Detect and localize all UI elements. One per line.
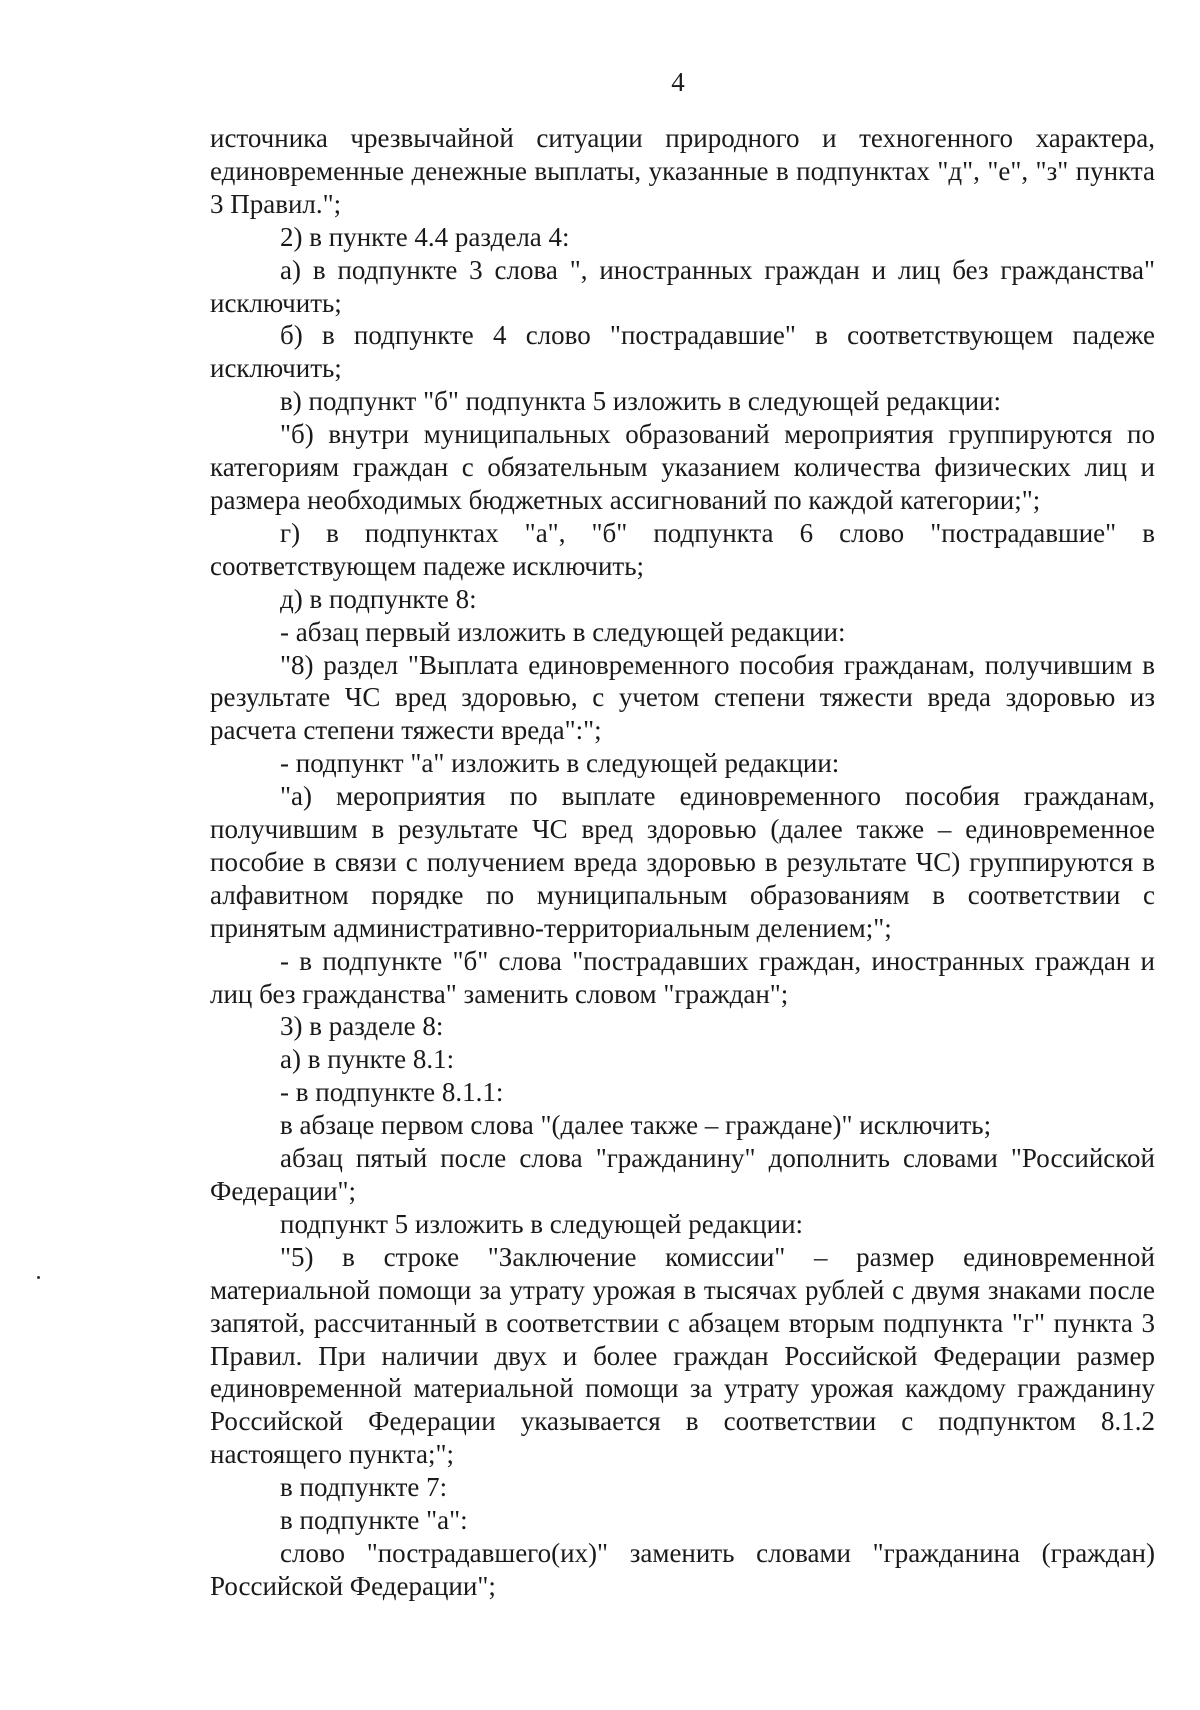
paragraph: а) в пункте 8.1: (280, 1044, 455, 1075)
paragraph: слово "пострадавшего(их)" заменить словами "гражданина (граждан) Российской Федерации"; (210, 1537, 1155, 1601)
paragraph: в) подпункт "б" подпункта 5 изложить в следующей редакции: (280, 386, 1001, 417)
paragraph: в абзаце первом слова "(далее также – граждане)" исключить; (280, 1110, 992, 1141)
paragraph: г) в подпунктах "а", "б" подпункта 6 слово "пострадавшие" в соответствующем падеже исключить; (210, 517, 1155, 581)
paragraph: в подпункте 7: (280, 1472, 448, 1503)
paragraph: - в подпункте "б" слова "пострадавших граждан, иностранных граждан и лиц без гражданства" заменить словом "граждан"; (210, 945, 1155, 1009)
paragraph: в подпункте "а": (280, 1505, 468, 1536)
paragraph: б) в подпункте 4 слово "пострадавшие" в соответствующем падеже исключить; (210, 320, 1155, 384)
paragraph: - подпункт "а" изложить в следующей редакции: (280, 748, 840, 779)
paragraph: "а) мероприятия по выплате единовременного пособия гражданам, получившим в результате ЧС вред здоровью (далее также – единовременное пособие в связи с получением вреда здоровью в результате ЧС) группируются в алфавитном порядке по муниципальным образованиям в соответствии с принятым административно-территориальным делением;"; (210, 781, 1155, 943)
paragraph: 2) в пункте 4.4 раздела 4: (280, 221, 570, 252)
paragraph: - в подпункте 8.1.1: (280, 1077, 504, 1108)
page-number: 4 (671, 67, 685, 97)
paragraph: а) в подпункте 3 слова ", иностранных граждан и лиц без гражданства" исключить; (210, 254, 1155, 318)
paragraph: источника чрезвычайной ситуации природного и техногенного характера, единовременные денежные выплаты, указанные в подпунктах "д", "е", "з" пункта 3 Правил."; (210, 123, 1155, 219)
paragraph: "б) внутри муниципальных образований мероприятия группируются по категориям граждан с обязательным указанием количества физических лиц и размера необходимых бюджетных ассигнований по каждой категории;"; (210, 419, 1155, 515)
paragraph: "8) раздел "Выплата единовременного пособия гражданам, получившим в результате ЧС вред здоровью, с учетом степени тяжести вреда здоровью из расчета степени тяжести вреда":"; (210, 649, 1155, 746)
paragraph: подпункт 5 изложить в следующей редакции: (280, 1208, 804, 1239)
paragraph: - абзац первый изложить в следующей редакции: (280, 616, 846, 647)
paragraph: д) в подпункте 8: (280, 583, 477, 614)
paragraph: 3) в разделе 8: (280, 1011, 444, 1042)
paragraph: "5) в строке "Заключение комиссии" – размер единовременной материальной помощи за утрату урожая в тысячах рублей с двумя знаками после запятой, рассчитанный в соответствии с абзацем вторым подпункта "г" пункта 3 Правил. При наличии двух и более граждан Российской Федерации размер единовременной материальной помощи за утрату урожая каждому гражданину Российской Федерации указывается в соответствии с подпунктом 8.1.2 настоящего пункта;"; (210, 1241, 1155, 1470)
document-body (210, 122, 1155, 1603)
scan-speck (37, 1276, 40, 1279)
paragraph: абзац пятый после слова "гражданину" дополнить словами "Российской Федерации"; (210, 1143, 1155, 1206)
